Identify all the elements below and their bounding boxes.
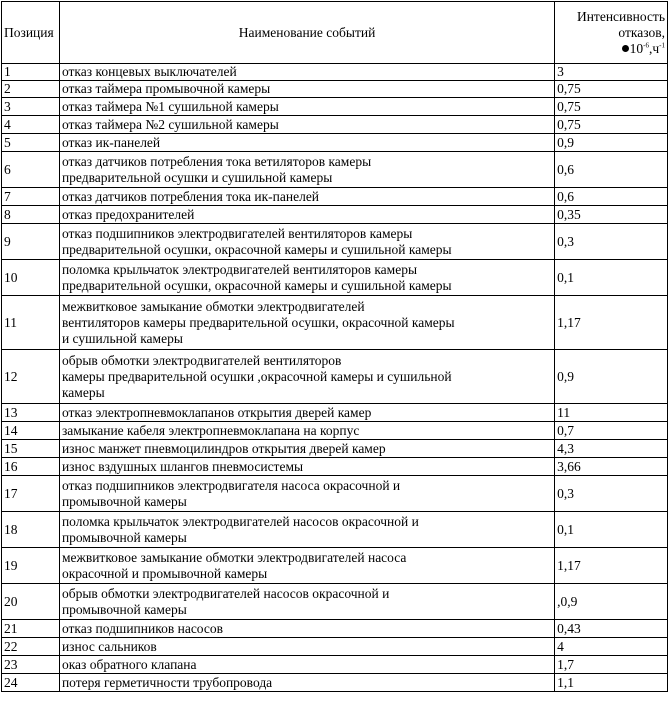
row-event-name: потеря герметичности трубопровода [59,674,554,692]
row-position: 19 [2,548,60,584]
row-position: 8 [2,206,60,224]
row-event-name: межвитковое замыкание обмотки электродвигателей вентиляторов камеры предварительной осушки, окрасочной камеры и сушильной камеры [59,296,554,350]
header-intensity-unit [557,41,665,57]
table-row [2,224,668,260]
table-row [2,656,668,674]
row-intensity-value: 0,3 [555,224,668,260]
row-intensity-value: ,0,9 [555,584,668,620]
row-position: 14 [2,422,60,440]
table-row [2,98,668,116]
row-event-name: износ вздушных шлангов пневмосистемы [59,458,554,476]
row-event-name: обрыв обмотки электродвигателей вентиляторов камеры предварительной осушки ,окрасочной камеры и сушильной камеры [59,350,554,404]
table-row [2,476,668,512]
row-position: 21 [2,620,60,638]
row-position: 4 [2,116,60,134]
row-intensity-value: 0,9 [555,350,668,404]
row-position: 7 [2,188,60,206]
table-row [2,620,668,638]
row-intensity-value: 0,43 [555,620,668,638]
row-position: 20 [2,584,60,620]
row-position: 3 [2,98,60,116]
row-intensity-value: 0,6 [555,188,668,206]
table-row [2,422,668,440]
row-position: 10 [2,260,60,296]
table-row [2,638,668,656]
row-position: 13 [2,404,60,422]
table-row [2,512,668,548]
row-position: 2 [2,81,60,98]
row-position: 15 [2,440,60,458]
bullet-icon [622,45,629,52]
row-intensity-value: 4,3 [555,440,668,458]
row-position: 5 [2,134,60,152]
row-intensity-value: 1,17 [555,548,668,584]
row-position: 17 [2,476,60,512]
row-position: 18 [2,512,60,548]
row-event-name: износ манжет пневмоцилиндров открытия дверей камер [59,440,554,458]
row-intensity-value: 1,7 [555,656,668,674]
table-row [2,116,668,134]
table-row [2,674,668,692]
table-row [2,134,668,152]
row-position: 22 [2,638,60,656]
header-intensity [555,2,668,64]
row-position: 11 [2,296,60,350]
row-event-name: отказ датчиков потребления тока ик-панелей [59,188,554,206]
table-row [2,440,668,458]
header-intensity-line2: отказов, [618,24,665,40]
table-row [2,81,668,98]
table-row [2,458,668,476]
row-event-name: отказ датчиков потребления тока ветиляторов камеры предварительной осушки и сушильной камеры [59,152,554,188]
row-intensity-value: 1,17 [555,296,668,350]
row-intensity-value: 3,66 [555,458,668,476]
row-position: 9 [2,224,60,260]
row-event-name: межвитковое замыкание обмотки электродвигателей насоса окрасочной и промывочной камеры [59,548,554,584]
row-event-name: оказ обратного клапана [59,656,554,674]
row-intensity-value: 0,7 [555,422,668,440]
unit-exponent-2: -1 [659,41,665,49]
header-position: Позиция [2,2,60,64]
table-header-row [2,2,668,64]
table-row [2,260,668,296]
row-event-name: отказ ик-панелей [59,134,554,152]
failure-intensity-table [1,1,668,692]
row-event-name: отказ предохранителей [59,206,554,224]
row-intensity-value: 1,1 [555,674,668,692]
row-intensity-value: 0,1 [555,260,668,296]
row-event-name: отказ подшипников электродвигателей вентиляторов камеры предварительной осушки, окрасочной камеры и сушильной камеры [59,224,554,260]
row-position: 23 [2,656,60,674]
row-event-name: отказ таймера №1 сушильной камеры [59,98,554,116]
table-body [2,64,668,692]
row-intensity-value: 0,35 [555,206,668,224]
row-event-name: износ сальников [59,638,554,656]
row-intensity-value: 4 [555,638,668,656]
row-intensity-value: 11 [555,404,668,422]
row-event-name: отказ таймера промывочной камеры [59,81,554,98]
header-intensity-line1: Интенсивность [576,8,665,24]
row-position: 6 [2,152,60,188]
row-event-name: отказ подшипников насосов [59,620,554,638]
row-event-name: обрыв обмотки электродвигателей насосов окрасочной и промывочной камеры [59,584,554,620]
row-intensity-value: 0,1 [555,512,668,548]
row-intensity-value: 0,3 [555,476,668,512]
row-position: 1 [2,64,60,81]
table-row [2,206,668,224]
table-row [2,548,668,584]
header-event-name: Наименование событий [59,2,554,64]
row-intensity-value: 0,75 [555,98,668,116]
unit-mid: ,ч [648,40,660,56]
row-event-name: замыкание кабеля электропневмоклапана на корпус [59,422,554,440]
table-row [2,584,668,620]
row-intensity-value: 3 [555,64,668,81]
row-event-name: отказ таймера №2 сушильной камеры [59,116,554,134]
row-event-name: отказ электропневмоклапанов открытия дверей камер [59,404,554,422]
table-row [2,350,668,404]
table-row [2,64,668,81]
row-intensity-value: 0,75 [555,116,668,134]
row-event-name: поломка крыльчаток электродвигателей насосов окрасочной и промывочной камеры [59,512,554,548]
table-row [2,296,668,350]
row-position: 12 [2,350,60,404]
row-event-name: отказ концевых выключателей [59,64,554,81]
row-event-name: отказ подшипников электродвигателя насоса окрасочной и промывочной камеры [59,476,554,512]
row-intensity-value: 0,9 [555,134,668,152]
table-row [2,188,668,206]
row-position: 24 [2,674,60,692]
row-intensity-value: 0,6 [555,152,668,188]
table-row [2,404,668,422]
row-intensity-value: 0,75 [555,81,668,98]
row-event-name: поломка крыльчаток электродвигателей вентиляторов камеры предварительной осушки, окрасочной камеры и сушильной камеры [59,260,554,296]
row-position: 16 [2,458,60,476]
unit-prefix: 10 [629,40,644,56]
unit-exponent-1: -6 [643,41,649,49]
table-row [2,152,668,188]
